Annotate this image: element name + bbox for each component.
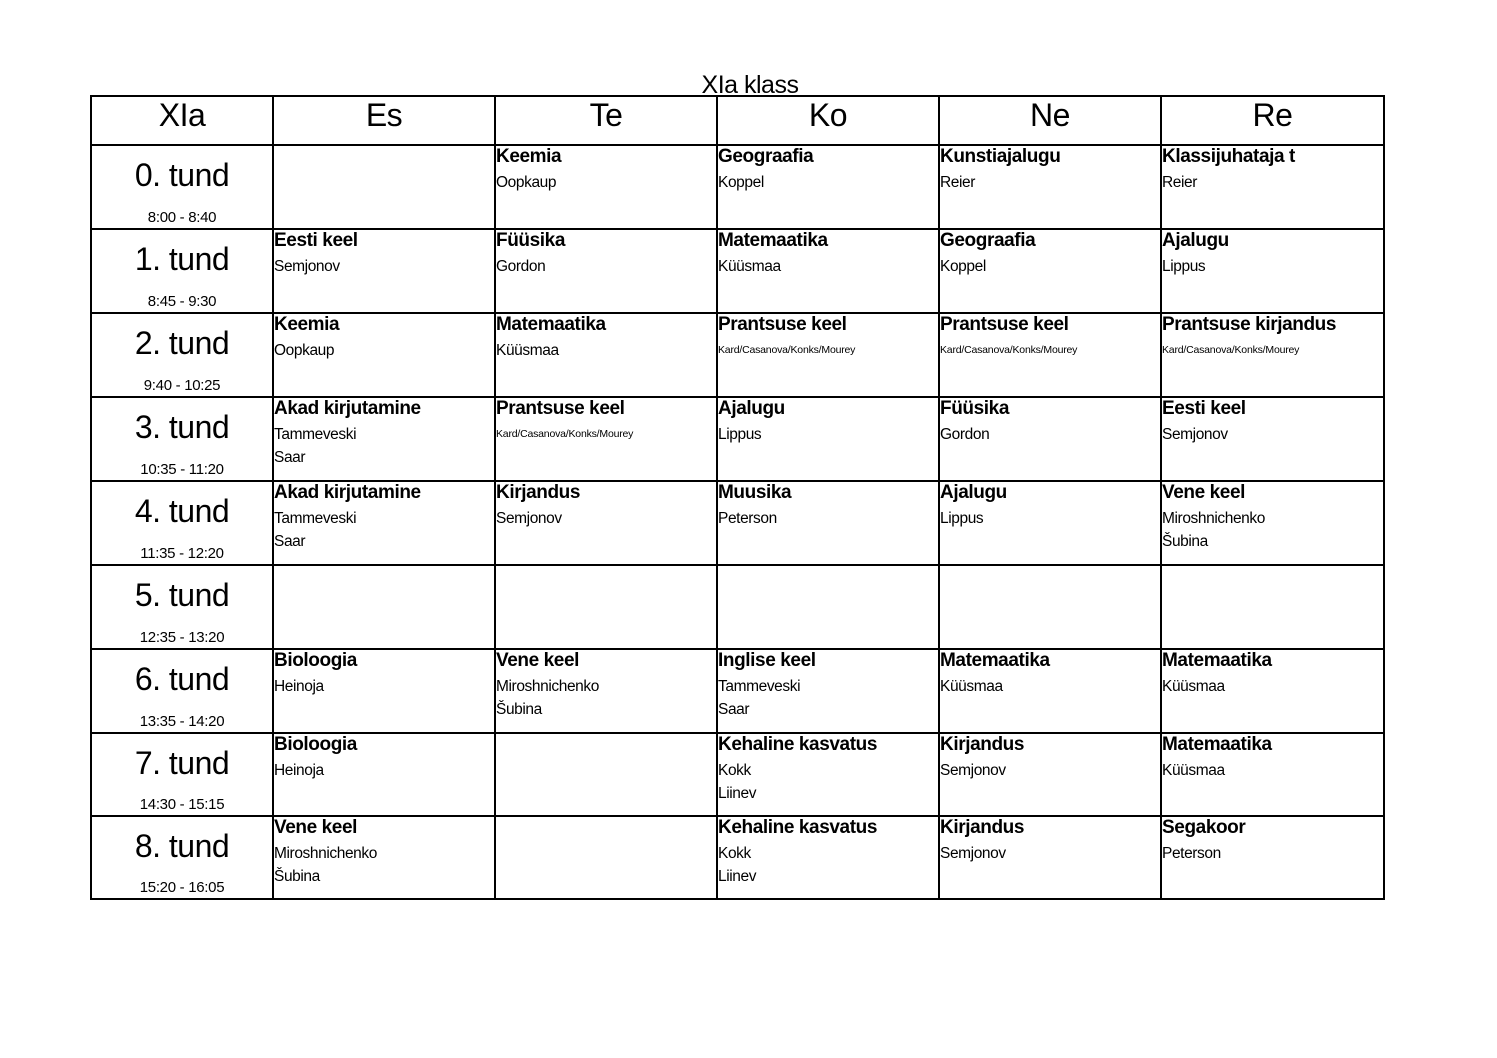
teacher-name: Miroshnichenko — [1162, 510, 1265, 527]
schedule-cell — [717, 816, 939, 899]
teacher-name: Liinev — [718, 785, 757, 802]
lesson-time: 8:45 - 9:30 — [147, 293, 217, 310]
teacher-name: Küüsmaa — [718, 258, 781, 275]
subject-name: Bioloogia — [274, 734, 357, 755]
teacher-name: Heinoja — [274, 762, 324, 779]
teacher-name: Kard/Casanova/Konks/Mourey — [496, 428, 634, 440]
lesson-label-cell — [91, 565, 273, 649]
lesson-time: 14:30 - 15:15 — [139, 796, 225, 813]
schedule-cell — [717, 481, 939, 565]
teacher-name: Koppel — [718, 174, 764, 191]
teacher-name: Peterson — [1162, 845, 1221, 862]
teacher-name: Kard/Casanova/Konks/Mourey — [940, 344, 1078, 356]
subject-name: Vene keel — [274, 817, 358, 838]
day-header: Es — [273, 96, 495, 145]
teacher-name: Šubina — [1162, 533, 1208, 550]
timetable-body — [91, 145, 1384, 899]
subject-name: Ajalugu — [940, 482, 1007, 503]
subject-name: Matemaatika — [940, 650, 1050, 671]
schedule-cell — [717, 649, 939, 733]
schedule-cell — [1161, 816, 1384, 899]
subject-name: Matemaatika — [1162, 650, 1272, 671]
teacher-name: Küüsmaa — [940, 678, 1003, 695]
lesson-time: 11:35 - 12:20 — [140, 545, 224, 562]
schedule-cell — [717, 145, 939, 229]
schedule-cell — [273, 481, 495, 565]
subject-name: Segakoor — [1162, 817, 1246, 838]
day-header: Te — [495, 96, 717, 145]
schedule-cell — [1161, 649, 1384, 733]
subject-name: Vene keel — [496, 650, 580, 671]
teacher-name: Semjonov — [940, 762, 1006, 779]
schedule-cell — [495, 397, 717, 481]
lesson-number: 6. tund — [134, 661, 230, 697]
subject-name: Füüsika — [940, 398, 1009, 419]
teacher-name: Semjonov — [274, 258, 340, 275]
schedule-cell — [939, 145, 1161, 229]
lesson-number: 2. tund — [134, 325, 230, 361]
lesson-label-cell — [91, 229, 273, 313]
teacher-name: Küüsmaa — [1162, 678, 1225, 695]
teacher-name: Lippus — [940, 510, 984, 527]
schedule-cell — [939, 481, 1161, 565]
subject-name: Akad kirjutamine — [274, 482, 421, 503]
subject-name: Inglise keel — [718, 650, 816, 671]
lesson-number: 7. tund — [134, 745, 230, 781]
subject-name: Kunstiajalugu — [940, 146, 1061, 167]
teacher-name: Oopkaup — [274, 342, 335, 359]
subject-name: Kehaline kasvatus — [718, 734, 878, 755]
timetable — [90, 95, 1385, 900]
lesson-label-cell — [91, 733, 273, 816]
subject-name: Klassijuhataja t — [1162, 146, 1295, 167]
schedule-cell — [273, 649, 495, 733]
lesson-number: 1. tund — [134, 241, 230, 277]
teacher-name: Šubina — [496, 701, 542, 718]
teacher-name: Liinev — [718, 868, 757, 885]
schedule-cell — [1161, 397, 1384, 481]
teacher-name: Saar — [718, 701, 750, 718]
teacher-name: Tammeveski — [274, 426, 357, 443]
lesson-row — [91, 733, 1384, 816]
lesson-label-cell — [91, 313, 273, 397]
teacher-name: Semjonov — [940, 845, 1006, 862]
lesson-label-cell — [91, 145, 273, 229]
schedule-cell — [939, 816, 1161, 899]
schedule-cell — [939, 313, 1161, 397]
lesson-time: 8:00 - 8:40 — [147, 209, 217, 226]
teacher-name: Reier — [1162, 174, 1198, 191]
teacher-name: Küüsmaa — [1162, 762, 1225, 779]
lesson-row — [91, 229, 1384, 313]
teacher-name: Kard/Casanova/Konks/Mourey — [1162, 344, 1300, 356]
subject-name: Matemaatika — [718, 230, 828, 251]
subject-name: Keemia — [496, 146, 562, 167]
subject-name: Prantsuse keel — [496, 398, 625, 419]
teacher-name: Küüsmaa — [496, 342, 559, 359]
subject-name: Geograafia — [940, 230, 1036, 251]
schedule-cell — [495, 816, 717, 899]
teacher-name: Kokk — [718, 845, 751, 862]
schedule-cell — [717, 229, 939, 313]
teacher-name: Šubina — [274, 868, 320, 885]
lesson-label-cell — [91, 481, 273, 565]
teacher-name: Koppel — [940, 258, 986, 275]
subject-name: Ajalugu — [718, 398, 785, 419]
lesson-number: 4. tund — [134, 493, 230, 529]
schedule-cell — [273, 733, 495, 816]
schedule-cell — [1161, 229, 1384, 313]
teacher-name: Semjonov — [496, 510, 562, 527]
day-header: Ko — [717, 96, 939, 145]
lesson-time: 13:35 - 14:20 — [139, 713, 225, 730]
subject-name: Eesti keel — [1162, 398, 1246, 419]
lesson-row — [91, 145, 1384, 229]
schedule-cell — [1161, 733, 1384, 816]
subject-name: Ajalugu — [1162, 230, 1229, 251]
subject-name: Keemia — [274, 314, 340, 335]
subject-name: Bioloogia — [274, 650, 357, 671]
subject-name: Geograafia — [718, 146, 814, 167]
subject-name: Kehaline kasvatus — [718, 817, 878, 838]
teacher-name: Tammeveski — [274, 510, 357, 527]
header-row — [91, 96, 1384, 145]
schedule-cell — [273, 397, 495, 481]
teacher-name: Miroshnichenko — [274, 845, 377, 862]
teacher-name: Tammeveski — [718, 678, 801, 695]
schedule-cell — [273, 145, 495, 229]
subject-name: Akad kirjutamine — [274, 398, 421, 419]
subject-name: Prantsuse keel — [718, 314, 847, 335]
subject-name: Muusika — [718, 482, 792, 503]
schedule-cell — [495, 481, 717, 565]
lesson-time: 15:20 - 16:05 — [139, 879, 225, 896]
lesson-row — [91, 565, 1384, 649]
lesson-row — [91, 481, 1384, 565]
schedule-cell — [717, 313, 939, 397]
lesson-number: 8. tund — [134, 828, 230, 864]
schedule-cell — [273, 565, 495, 649]
schedule-cell — [495, 733, 717, 816]
schedule-cell — [495, 313, 717, 397]
schedule-cell — [273, 816, 495, 899]
schedule-cell — [717, 565, 939, 649]
lesson-time: 12:35 - 13:20 — [139, 629, 225, 646]
teacher-name: Heinoja — [274, 678, 324, 695]
lesson-row — [91, 816, 1384, 899]
schedule-cell — [1161, 565, 1384, 649]
schedule-cell — [939, 649, 1161, 733]
subject-name: Vene keel — [1162, 482, 1246, 503]
teacher-name: Gordon — [496, 258, 546, 275]
schedule-cell — [495, 565, 717, 649]
schedule-cell — [939, 229, 1161, 313]
lesson-row — [91, 397, 1384, 481]
schedule-cell — [717, 733, 939, 816]
schedule-cell — [495, 649, 717, 733]
teacher-name: Lippus — [1162, 258, 1206, 275]
class-header: XIa — [91, 96, 273, 145]
teacher-name: Saar — [274, 533, 306, 550]
schedule-cell — [1161, 481, 1384, 565]
schedule-cell — [939, 733, 1161, 816]
subject-name: Kirjandus — [940, 734, 1025, 755]
schedule-cell — [1161, 145, 1384, 229]
lesson-row — [91, 649, 1384, 733]
lesson-label-cell — [91, 649, 273, 733]
day-header: Ne — [939, 96, 1161, 145]
schedule-cell — [273, 313, 495, 397]
subject-name: Prantsuse keel — [940, 314, 1069, 335]
lesson-number: 3. tund — [134, 409, 230, 445]
teacher-name: Miroshnichenko — [496, 678, 599, 695]
teacher-name: Gordon — [940, 426, 990, 443]
teacher-name: Reier — [940, 174, 976, 191]
page-title: XIa klass — [701, 71, 799, 99]
subject-name: Matemaatika — [1162, 734, 1272, 755]
schedule-cell — [939, 565, 1161, 649]
teacher-name: Kokk — [718, 762, 751, 779]
subject-name: Matemaatika — [496, 314, 606, 335]
schedule-cell — [1161, 313, 1384, 397]
subject-name: Füüsika — [496, 230, 565, 251]
day-header: Re — [1161, 96, 1384, 145]
subject-name: Kirjandus — [496, 482, 581, 503]
teacher-name: Oopkaup — [496, 174, 557, 191]
lesson-time: 10:35 - 11:20 — [140, 461, 224, 478]
teacher-name: Lippus — [718, 426, 762, 443]
schedule-cell — [495, 145, 717, 229]
subject-name: Kirjandus — [940, 817, 1025, 838]
teacher-name: Kard/Casanova/Konks/Mourey — [718, 344, 856, 356]
teacher-name: Saar — [274, 449, 306, 466]
teacher-name: Peterson — [718, 510, 777, 527]
schedule-cell — [717, 397, 939, 481]
lesson-number: 5. tund — [134, 577, 230, 613]
schedule-cell — [495, 229, 717, 313]
lesson-label-cell — [91, 816, 273, 899]
schedule-cell — [273, 229, 495, 313]
lesson-label-cell — [91, 397, 273, 481]
lesson-time: 9:40 - 10:25 — [143, 377, 221, 394]
subject-name: Eesti keel — [274, 230, 358, 251]
lesson-number: 0. tund — [134, 157, 230, 193]
teacher-name: Semjonov — [1162, 426, 1228, 443]
subject-name: Prantsuse kirjandus — [1162, 314, 1337, 335]
lesson-row — [91, 313, 1384, 397]
schedule-cell — [939, 397, 1161, 481]
